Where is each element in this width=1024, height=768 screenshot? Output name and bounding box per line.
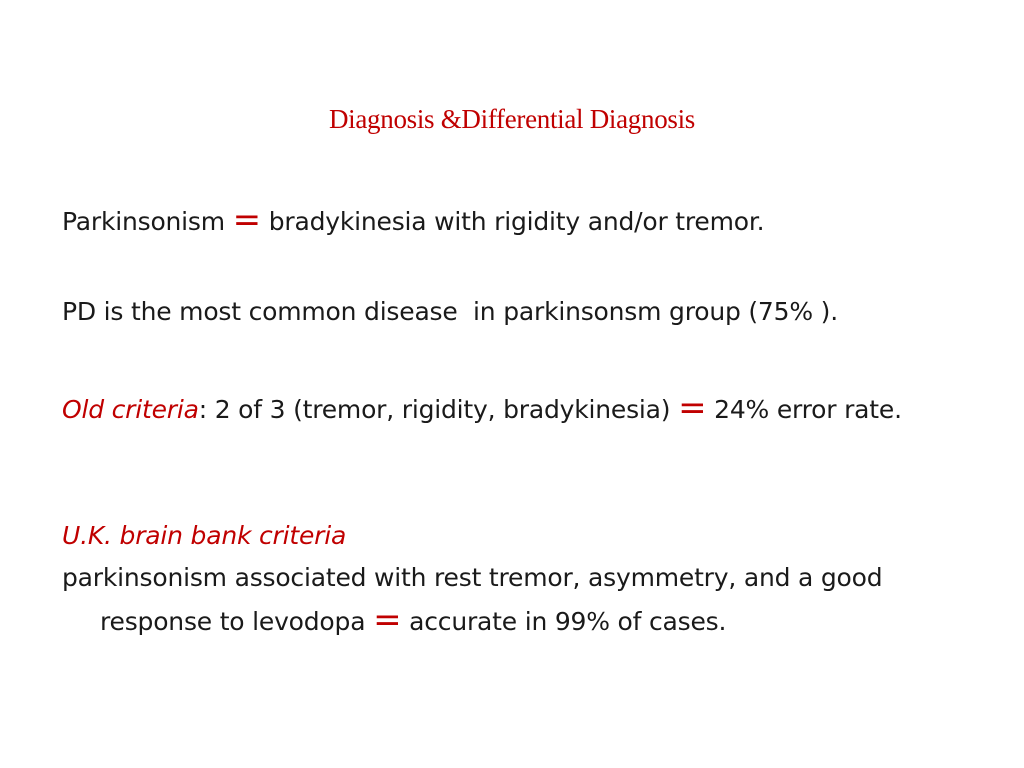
uk-criteria-body (62, 556, 962, 644)
uk-criteria-text: parkinsonism associated with rest tremor, asymmetry, and a good response to levodopa (62, 563, 883, 636)
old-criteria-result: 24% error rate. (714, 395, 902, 424)
equals-sign: = (232, 200, 261, 240)
uk-criteria-result: accurate in 99% of cases. (409, 607, 727, 636)
pd-prevalence (62, 292, 962, 332)
slide-title: Diagnosis &Differential Diagnosis (328, 104, 696, 134)
parkinsonism-term: Parkinsonism (62, 207, 225, 236)
pd-prevalence-text: PD is the most common disease in parkinsonsm group (75% ). (62, 297, 838, 326)
equals-sign: = (373, 600, 402, 640)
old-criteria-text: : 2 of 3 (tremor, rigidity, bradykinesia) (198, 395, 671, 424)
parkinsonism-definition (62, 202, 962, 242)
equals-sign: = (678, 388, 707, 428)
parkinsonism-def: bradykinesia with rigidity and/or tremor. (268, 207, 765, 236)
uk-criteria-label: U.K. brain bank criteria (62, 521, 347, 550)
uk-brain-bank-criteria (62, 516, 962, 644)
old-criteria-label: Old criteria (62, 395, 199, 424)
old-criteria (62, 388, 1000, 429)
